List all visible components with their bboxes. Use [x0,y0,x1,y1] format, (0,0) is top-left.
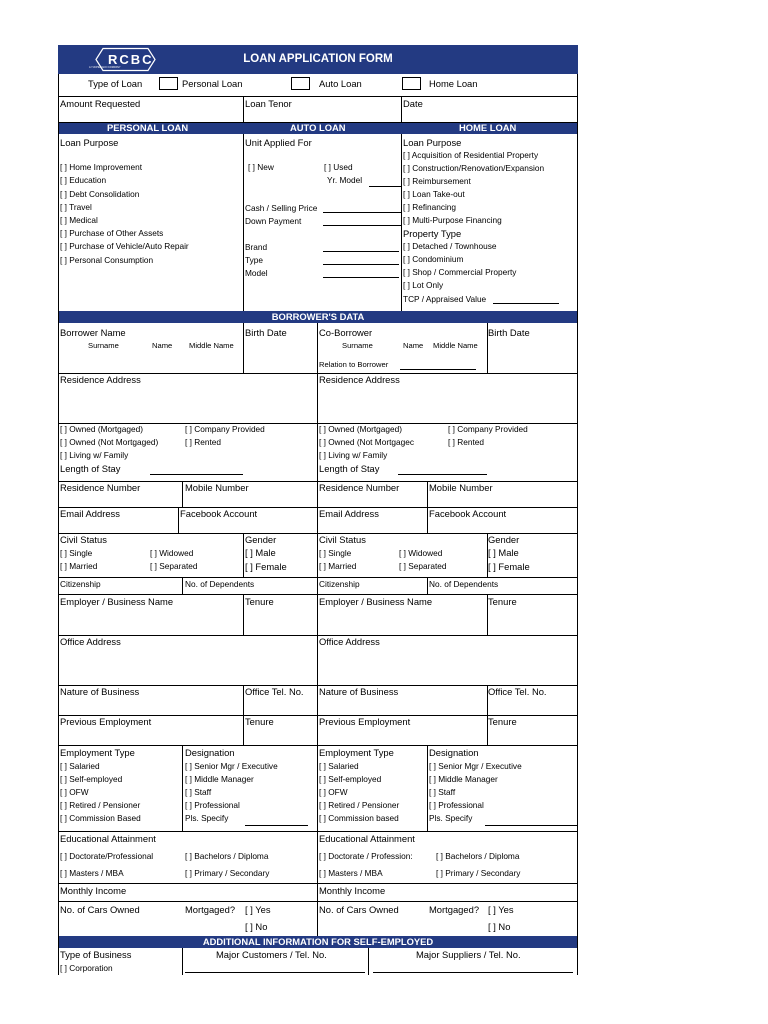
borrower-education-label: Educational Attainment [60,833,156,844]
borrower-name-label[interactable]: Borrower Name [60,327,126,338]
divider-designation-right [427,745,428,831]
borrower-single[interactable]: [ ] Single [60,548,93,558]
personal-purpose-debt-consolidation[interactable]: [ ] Debt Consolidation [60,189,140,199]
rule-employer [58,635,578,636]
personal-loan-heading: PERSONAL LOAN [107,122,189,133]
borrower-edu-bachelors[interactable]: [ ] Bachelors / Diploma [185,851,269,861]
divider-auto-home [401,134,402,311]
personal-purpose-education[interactable]: [ ] Education [60,175,107,185]
borrower-civil-status-label: Civil Status [60,534,107,545]
major-suppliers-input[interactable] [373,972,573,973]
auto-loan-checkbox[interactable] [291,77,310,90]
borrower-living-with-family[interactable]: [ ] Living w/ Family [60,450,129,460]
relation-to-borrower-label: Relation to Borrower [319,360,389,369]
business-type-corporation[interactable]: [ ] Corporation [60,963,113,973]
personal-purpose-travel[interactable]: [ ] Travel [60,202,92,212]
divider-email-fb-left [178,507,179,533]
borrower-length-of-stay-input[interactable] [150,474,243,475]
borrower-mortgaged-no[interactable]: [ ] No [245,921,268,932]
borrower-desig-senior-mgr[interactable]: [ ] Senior Mgr / Executive [185,761,278,771]
rule-nature-business [58,715,578,716]
coborrower-nature-of-business-label[interactable]: Nature of Business [319,686,399,697]
borrowers-data-header [58,311,578,323]
coborrower-tenure-label[interactable]: Tenure [488,596,517,607]
borrower-residence-address-label[interactable]: Residence Address [60,374,141,385]
borrower-middle-sublabel: Middle Name [189,341,234,350]
property-shop-commercial[interactable]: [ ] Shop / Commercial Property [403,267,517,277]
coborrower-pls-specify-label: Pls. Specify [429,813,473,823]
coborrower-widowed[interactable]: [ ] Widowed [399,548,443,558]
home-purpose-multi-purpose[interactable]: [ ] Multi-Purpose Financing [403,215,502,225]
down-payment-label: Down Payment [245,216,302,226]
coborrower-surname-sublabel: Surname [342,341,373,350]
coborrower-emp-retired[interactable]: [ ] Retired / Pensioner [319,800,400,810]
divider-birth-date-left [243,323,244,373]
coborrower-desig-professional[interactable]: [ ] Professional [429,800,484,810]
coborrower-mortgaged-no[interactable]: [ ] No [488,921,511,932]
coborrower-name-sublabel: Name [403,341,424,350]
borrower-mortgaged-question: Mortgaged? [185,904,236,915]
coborrower-middle-sublabel: Middle Name [433,341,478,350]
borrower-citizenship-label[interactable]: Citizenship [60,579,101,589]
coborrower-education-label: Educational Attainment [319,833,415,844]
coborrower-length-of-stay-label: Length of Stay [319,463,380,474]
coborrower-cars-owned-label[interactable]: No. of Cars Owned [319,904,399,915]
coborrower-office-tel-label[interactable]: Office Tel. No. [488,686,547,697]
loan-tenor-field[interactable]: Loan Tenor [245,98,292,109]
rcbc-logo-tagline: A YUCHENGCO COMPANY [89,66,121,69]
coborrower-desig-senior-mgr[interactable]: [ ] Senior Mgr / Executive [429,761,522,771]
property-type-label: Property Type [403,228,462,239]
major-customers-label: Major Customers / Tel. No. [216,949,327,960]
type-label: Type [245,255,263,265]
home-purpose-acquisition[interactable]: [ ] Acquisition of Residential Property [403,150,539,160]
rule-length-of-stay [58,481,578,482]
personal-purpose-home-improvement[interactable]: [ ] Home Improvement [60,162,143,172]
rule-under-amount-row [58,122,578,123]
unit-applied-for-label: Unit Applied For [245,137,312,148]
coborrower-gender-label: Gender [488,534,520,545]
borrower-length-of-stay-label: Length of Stay [60,463,121,474]
major-suppliers-label: Major Suppliers / Tel. No. [416,949,521,960]
loan-type-sections-header [58,122,578,134]
coborrower-edu-doctorate[interactable]: [ ] Doctorate / Profession: [319,851,413,861]
borrower-gender-label: Gender [245,534,277,545]
borrower-desig-professional[interactable]: [ ] Professional [185,800,240,810]
additional-info-header [58,936,578,948]
borrower-facebook-label[interactable]: Facebook Account [180,508,258,519]
borrower-office-tel-label[interactable]: Office Tel. No. [245,686,304,697]
coborrower-owned-not-mortgaged[interactable]: [ ] Owned (Not Mortgagec [319,437,414,447]
coborrower-emp-salaried[interactable]: [ ] Salaried [319,761,359,771]
rcbc-logo-text: RCBC [108,52,154,67]
home-loan-heading: HOME LOAN [459,122,517,133]
divider-designation-left [182,745,183,831]
borrower-employer-label[interactable]: Employer / Business Name [60,596,174,607]
borrower-employment-type-label: Employment Type [60,747,135,758]
model-label: Model [245,268,268,278]
type-of-loan-label: Type of Loan [88,78,143,89]
coborrower-monthly-income-label[interactable]: Monthly Income [319,885,386,896]
home-loan-purpose-label: Loan Purpose [403,137,462,148]
tcp-appraised-value-label: TCP / Appraised Value [403,294,487,304]
rule-name-row [58,373,578,374]
borrower-pls-specify-input[interactable] [245,825,308,826]
form-border-right [577,74,578,975]
borrower-dependents-label[interactable]: No. of Dependents [185,579,255,589]
coborrower-residence-number-label[interactable]: Residence Number [319,482,400,493]
borrower-rented[interactable]: [ ] Rented [185,437,221,447]
personal-loan-checkbox[interactable] [159,77,178,90]
divider-customers-suppliers [368,948,369,975]
borrower-married[interactable]: [ ] Married [60,561,98,571]
coborrower-dependents-label[interactable]: No. of Dependents [429,579,499,589]
coborrower-birth-date-label[interactable]: Birth Date [488,327,530,338]
divider-personal-auto [243,134,244,311]
rule-email [58,533,578,534]
borrower-desig-staff[interactable]: [ ] Staff [185,787,212,797]
personal-loan-purpose-label: Loan Purpose [60,137,119,148]
borrower-cars-owned-label[interactable]: No. of Cars Owned [60,904,140,915]
coborrower-employer-label[interactable]: Employer / Business Name [319,596,433,607]
coborrower-residence-address-label[interactable]: Residence Address [319,374,400,385]
coborrower-desig-middle-mgr[interactable]: [ ] Middle Manager [429,774,498,784]
borrower-company-provided[interactable]: [ ] Company Provided [185,424,265,434]
borrower-emp-commission[interactable]: [ ] Commission Based [60,813,141,823]
coborrower-civil-status-label: Civil Status [319,534,366,545]
borrower-female[interactable]: [ ] Female [245,561,287,572]
borrowers-data-title: BORROWER'S DATA [271,311,365,322]
borrower-mortgaged-yes[interactable]: [ ] Yes [245,904,271,915]
rule-office-address [58,685,578,686]
property-detached-townhouse[interactable]: [ ] Detached / Townhouse [403,241,497,251]
coborrower-rented[interactable]: [ ] Rented [448,437,484,447]
home-purpose-refinancing[interactable]: [ ] Refinancing [403,202,457,212]
borrower-surname-sublabel: Surname [88,341,119,350]
date-field[interactable]: Date [403,98,423,109]
borrower-male[interactable]: [ ] Male [245,547,276,558]
major-customers-input[interactable] [185,972,365,973]
borrower-widowed[interactable]: [ ] Widowed [150,548,194,558]
coborrower-mortgaged-question: Mortgaged? [429,904,480,915]
property-lot-only[interactable]: [ ] Lot Only [403,280,444,290]
personal-purpose-medical[interactable]: [ ] Medical [60,215,98,225]
coborrower-edu-masters[interactable]: [ ] Masters / MBA [319,868,383,878]
divider-gender-right [487,533,488,577]
borrower-office-address-label[interactable]: Office Address [60,636,121,647]
property-condominium[interactable]: [ ] Condominium [403,254,464,264]
divider-tenure-right [487,594,488,635]
borrower-tenure-label[interactable]: Tenure [245,596,274,607]
rule-residence-address [58,423,578,424]
coborrower-company-provided[interactable]: [ ] Company Provided [448,424,528,434]
borrower-emp-ofw[interactable]: [ ] OFW [60,787,89,797]
personal-purpose-other-assets[interactable]: [ ] Purchase of Other Assets [60,228,164,238]
home-purpose-loan-takeout[interactable]: [ ] Loan Take-out [403,189,465,199]
borrower-desig-middle-mgr[interactable]: [ ] Middle Manager [185,774,254,784]
rule-civil-status [58,577,578,578]
divider-tenor-date [401,96,402,122]
rule-previous-employment [58,745,578,746]
divider-citizenship-left [182,577,183,594]
coborrower-designation-label: Designation [429,747,479,758]
coborrower-previous-employment-label[interactable]: Previous Employment [319,716,411,727]
personal-purpose-vehicle-repair[interactable]: [ ] Purchase of Vehicle/Auto Repair [60,241,189,251]
cash-selling-price-input[interactable] [323,212,401,213]
rule-citizenship [58,594,578,595]
coborrower-emp-commission[interactable]: [ ] Commission based [319,813,399,823]
rule-employment-type [58,831,578,832]
coborrower-facebook-label[interactable]: Facebook Account [429,508,507,519]
unit-used-option[interactable]: [ ] Used [324,162,353,172]
divider-res-mobile-left [182,481,183,507]
rule-under-type-of-loan [58,96,578,97]
divider-tenure-left [243,594,244,635]
cash-selling-price-label: Cash / Selling Price [245,203,318,213]
coborrower-male[interactable]: [ ] Male [488,547,519,558]
coborrower-edu-bachelors[interactable]: [ ] Bachelors / Diploma [436,851,520,861]
yr-model-input[interactable] [369,186,401,187]
borrower-nature-of-business-label[interactable]: Nature of Business [60,686,140,697]
home-purpose-reimbursement[interactable]: [ ] Reimbursement [403,176,471,186]
form-border-left [58,74,59,975]
divider-business-customers [182,948,183,975]
coborrower-citizenship-label[interactable]: Citizenship [319,579,360,589]
coborrower-name-label[interactable]: Co-Borrower [319,327,373,338]
type-of-business-label: Type of Business [60,949,132,960]
rule-monthly-income [58,901,578,902]
borrower-emp-self-employed[interactable]: [ ] Self-employed [60,774,123,784]
unit-new-option[interactable]: [ ] New [248,162,274,172]
borrower-previous-employment-label[interactable]: Previous Employment [60,716,152,727]
borrower-designation-label: Designation [185,747,235,758]
divider-center-main [317,323,318,936]
divider-amount-tenor [243,96,244,122]
model-input[interactable] [323,277,399,278]
brand-label: Brand [245,242,268,252]
coborrower-employment-type-label: Employment Type [319,747,394,758]
divider-birth-date-right [487,323,488,373]
borrower-edu-masters[interactable]: [ ] Masters / MBA [60,868,124,878]
borrower-prev-tenure-label[interactable]: Tenure [245,716,274,727]
borrower-name-sublabel: Name [152,341,173,350]
loan-application-form [58,45,578,975]
borrower-residence-number-label[interactable]: Residence Number [60,482,141,493]
home-purpose-construction[interactable]: [ ] Construction/Renovation/Expansion [403,163,545,173]
coborrower-married[interactable]: [ ] Married [319,561,357,571]
coborrower-single[interactable]: [ ] Single [319,548,352,558]
form-title: LOAN APPLICATION FORM [243,53,393,65]
borrower-monthly-income-label[interactable]: Monthly Income [60,885,127,896]
coborrower-length-of-stay-input[interactable] [398,474,487,475]
divider-citizenship-right [427,577,428,594]
coborrower-female[interactable]: [ ] Female [488,561,530,572]
borrower-email-label[interactable]: Email Address [60,508,120,519]
auto-loan-option-label: Auto Loan [319,78,362,89]
borrower-pls-specify-label: Pls. Specify [185,813,229,823]
borrower-separated[interactable]: [ ] Separated [150,561,198,571]
borrower-mobile-number-label[interactable]: Mobile Number [185,482,249,493]
personal-loan-option-label: Personal Loan [182,78,243,89]
borrower-owned-not-mortgaged[interactable]: [ ] Owned (Not Mortgaged) [60,437,159,447]
personal-purpose-consumption[interactable]: [ ] Personal Consumption [60,255,154,265]
yr-model-label: Yr. Model [327,175,363,185]
additional-info-title: ADDITIONAL INFORMATION FOR SELF-EMPLOYED [202,936,434,947]
coborrower-mortgaged-yes[interactable]: [ ] Yes [488,904,514,915]
auto-loan-heading: AUTO LOAN [290,122,346,133]
coborrower-email-label[interactable]: Email Address [319,508,379,519]
home-loan-checkbox[interactable] [402,77,421,90]
divider-gender-left [243,533,244,577]
borrower-emp-salaried[interactable]: [ ] Salaried [60,761,100,771]
coborrower-emp-ofw[interactable]: [ ] OFW [319,787,348,797]
borrower-emp-retired[interactable]: [ ] Retired / Pensioner [60,800,141,810]
coborrower-office-address-label[interactable]: Office Address [319,636,380,647]
coborrower-mobile-number-label[interactable]: Mobile Number [429,482,493,493]
coborrower-living-with-family[interactable]: [ ] Living w/ Family [319,450,388,460]
relation-to-borrower-input[interactable] [400,369,476,370]
rule-residence-number [58,507,578,508]
home-loan-option-label: Home Loan [429,78,478,89]
borrower-owned-mortgaged[interactable]: [ ] Owned (Mortgaged) [60,424,144,434]
rule-education [58,883,578,884]
coborrower-desig-staff[interactable]: [ ] Staff [429,787,456,797]
coborrower-emp-self-employed[interactable]: [ ] Self-employed [319,774,382,784]
divider-email-fb-right [427,507,428,533]
type-input[interactable] [323,264,399,265]
borrower-edu-doctorate[interactable]: [ ] Doctorate/Professional [60,851,154,861]
divider-res-mobile-right [427,481,428,507]
coborrower-pls-specify-input[interactable] [485,825,578,826]
coborrower-owned-mortgaged[interactable]: [ ] Owned (Mortgaged) [319,424,403,434]
coborrower-prev-tenure-label[interactable]: Tenure [488,716,517,727]
down-payment-input[interactable] [323,225,401,226]
coborrower-separated[interactable]: [ ] Separated [399,561,447,571]
coborrower-edu-primary[interactable]: [ ] Primary / Secondary [436,868,521,878]
borrower-birth-date-label[interactable]: Birth Date [245,327,287,338]
brand-input[interactable] [323,251,399,252]
borrower-edu-primary[interactable]: [ ] Primary / Secondary [185,868,270,878]
tcp-appraised-value-input[interactable] [493,303,559,304]
amount-requested-field[interactable]: Amount Requested [60,98,141,109]
